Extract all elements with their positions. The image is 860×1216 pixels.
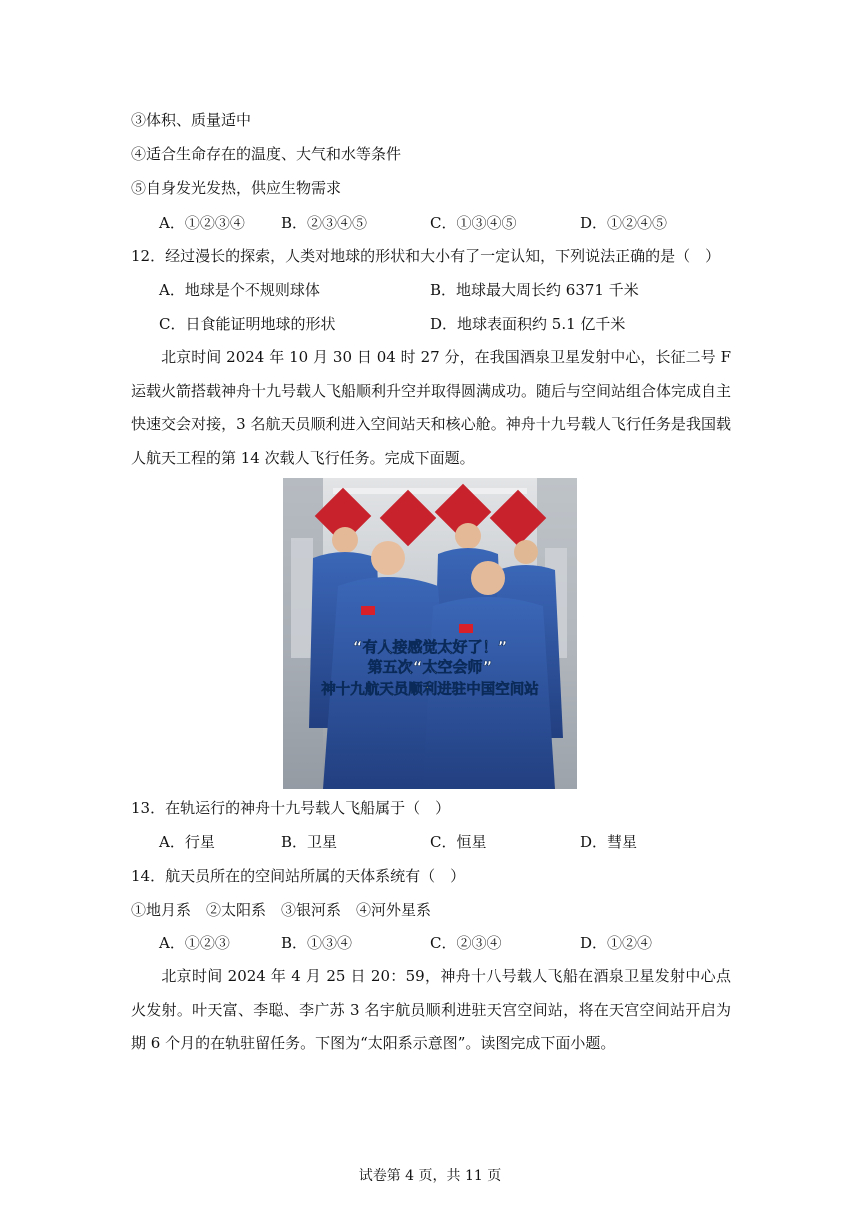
passage-shenzhou18-text: 北京时间 2024 年 4 月 25 日 20：59，神舟十八号载人飞船在酒泉卫星发射中心点火发射。叶天富、李聪、李广苏 3 名宇航员顺利进驻天宫空间站，将在天宫空间站开启为期 6 个月的在轨驻留任务。下图为“太阳系示意图”。读图完成下面小题。: [131, 967, 731, 1052]
q14-stem: 14．航天员所在的空间站所属的天体系统有（ ）: [131, 867, 466, 885]
q11-option-b[interactable]: B．②③④⑤: [281, 214, 368, 232]
astronaut-photo-illustration: [283, 478, 577, 789]
q12-stem: 12．经过漫长的探索，人类对地球的形状和大小有了一定认知，下列说法正确的是（ ）: [131, 247, 721, 265]
page-footer: 试卷第 4 页，共 11 页: [358, 1168, 502, 1184]
caption-line-3: 神十九航天员顺利进驻中国空间站: [321, 682, 539, 698]
q11-option-a[interactable]: A．①②③④: [159, 214, 245, 232]
passage-shenzhou19: [131, 341, 731, 475]
passage-shenzhou19-text: 北京时间 2024 年 10 月 30 日 04 时 27 分，在我国酒泉卫星发射中心，长征二号 F 运载火箭搭载神舟十九号载人飞船顺利升空并取得圆满成功。随后与空间站组合体完成自主快速交会对接，3 名航天员顺利进入空间站天和核心舱。神舟十九号载人飞行任务是我国载人航天工程的第 14 次载人飞行任务。完成下面题。: [131, 348, 732, 467]
q12-option-a[interactable]: A．地球是个不规则球体: [159, 281, 320, 299]
q13-option-b[interactable]: B．卫星: [281, 833, 338, 851]
q14-option-a[interactable]: A．①②③: [159, 934, 230, 952]
q12-option-d[interactable]: D．地球表面积约 5.1 亿千米: [430, 315, 626, 333]
q13-option-d[interactable]: D．彗星: [580, 833, 638, 851]
q12-option-c[interactable]: C．日食能证明地球的形状: [159, 315, 336, 333]
q14-option-d[interactable]: D．①②④: [580, 934, 653, 952]
list-item-3: ③体积、质量适中: [131, 111, 252, 129]
q11-option-d[interactable]: D．①②④⑤: [580, 214, 668, 232]
q14-option-b[interactable]: B．①③④: [281, 934, 353, 952]
q12-option-b[interactable]: B．地球最大周长约 6371 千米: [430, 281, 639, 299]
q13-option-a[interactable]: A．行星: [159, 833, 215, 851]
list-item-5: ⑤自身发光发热，供应生物需求: [131, 179, 342, 197]
passage-shenzhou18: [131, 960, 731, 1061]
q14-option-c[interactable]: C．②③④: [430, 934, 502, 952]
q13-stem: 13．在轨运行的神舟十九号载人飞船属于（ ）: [131, 799, 451, 817]
astronaut-photo: [283, 478, 577, 789]
caption-line-1: “有人接感觉太好了！”: [352, 638, 508, 656]
q13-option-c[interactable]: C．恒星: [430, 833, 487, 851]
caption-line-2: 第五次“太空会师”: [367, 658, 493, 676]
list-item-4: ④适合生命存在的温度、大气和水等条件: [131, 145, 402, 163]
q14-items: ①地月系 ②太阳系 ③银河系 ④河外星系: [131, 901, 432, 919]
q11-option-c[interactable]: C．①③④⑤: [430, 214, 517, 232]
